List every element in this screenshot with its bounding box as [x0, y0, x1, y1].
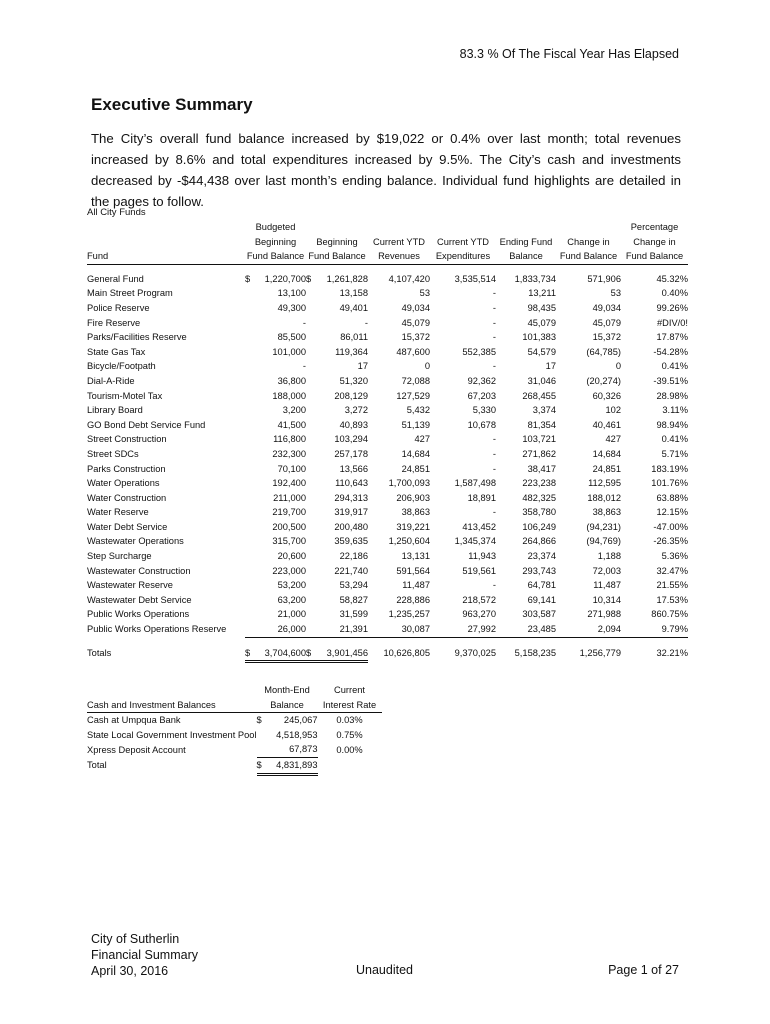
fund-row — [87, 549, 688, 564]
fund-name: Bicycle/Footpath — [87, 361, 156, 372]
fund-revenues: 206,903 — [396, 492, 430, 503]
totals-budgeted-value: 3,704,600 — [264, 647, 306, 658]
fund-pct: 101.76% — [651, 478, 688, 489]
fund-revenues: 427 — [414, 434, 430, 445]
fund-ending: 69,141 — [527, 594, 556, 605]
fund-expenditures: - — [492, 507, 496, 518]
fund-revenues: 14,684 — [401, 448, 430, 459]
fund-revenues: 1,700,093 — [388, 478, 430, 489]
fund-change: (64,785) — [586, 346, 621, 357]
fund-expenditures: 27,992 — [430, 622, 496, 637]
fund-expenditures: 519,561 — [462, 565, 496, 576]
fund-beginning: 294,313 — [334, 492, 368, 503]
fund-name: State Gas Tax — [87, 346, 146, 357]
page-title: Executive Summary — [91, 95, 253, 114]
header-fund: Fund — [87, 249, 245, 264]
fund-name: Library Board — [87, 405, 143, 416]
fund-pct: 0.41% — [661, 361, 688, 372]
fund-beginning: 58,827 — [339, 594, 368, 605]
fund-pct: 32.47% — [656, 565, 688, 576]
fund-pct: -26.35% — [653, 536, 688, 547]
fund-name: Water Construction — [87, 492, 167, 503]
cash-balance — [257, 713, 318, 728]
header-rate-line2: Interest Rate — [318, 698, 382, 713]
header-month-end-line2: Balance — [257, 698, 318, 713]
fund-change: 188,012 — [587, 492, 621, 503]
fund-expenditures: 218,572 — [462, 594, 496, 605]
fund-revenues: 15,372 — [401, 332, 430, 343]
fund-pct: 99.26% — [656, 302, 688, 313]
fund-change: 45,079 — [592, 317, 621, 328]
header-budgeted-line3: Fund Balance — [245, 249, 306, 264]
header-ending-line1: Ending Fund — [499, 236, 553, 247]
fund-row — [87, 330, 688, 345]
header-change-line1: Change in — [567, 236, 610, 247]
fund-pct: 12.15% — [656, 507, 688, 518]
totals-row — [87, 646, 688, 662]
fund-expenditures: - — [492, 434, 496, 445]
footer-status: Unaudited — [356, 963, 413, 977]
fund-ending: 103,721 — [522, 434, 556, 445]
fund-budgeted: 232,300 — [272, 448, 306, 459]
fund-ending: 17 — [545, 361, 556, 372]
fund-beginning: 40,893 — [339, 419, 368, 430]
fund-ending: 81,354 — [527, 419, 556, 430]
fund-budgeted: 36,800 — [277, 375, 306, 386]
fund-beginning-value: 1,261,828 — [326, 273, 368, 284]
fund-name: Tourism-Motel Tax — [87, 390, 163, 401]
fund-name: Public Works Operations Reserve — [87, 624, 227, 635]
fund-expenditures: 10,678 — [467, 419, 496, 430]
fund-change: (20,274) — [586, 375, 621, 386]
header-pct-line2: Change in — [633, 236, 676, 247]
fund-name: Street SDCs — [87, 448, 139, 459]
fund-ending: 223,238 — [522, 478, 556, 489]
fund-revenues: 0 — [424, 361, 430, 372]
fund-row — [87, 462, 688, 477]
fund-expenditures: 413,452 — [462, 521, 496, 532]
fund-ending: 358,780 — [522, 507, 556, 518]
fund-row — [87, 389, 688, 404]
fund-ending: 38,417 — [527, 463, 556, 474]
fund-ending: 31,046 — [527, 375, 556, 386]
fund-budgeted: 13,100 — [277, 288, 306, 299]
fund-change: 10,314 — [592, 594, 621, 605]
fund-revenues: 13,131 — [401, 551, 430, 562]
fund-beginning: 200,480 — [334, 521, 368, 532]
fund-ending: 23,374 — [527, 551, 556, 562]
fund-row — [87, 564, 688, 579]
fund-change: 271,988 — [587, 609, 621, 620]
fund-ending: 293,743 — [522, 565, 556, 576]
fund-pct: -54.28% — [653, 346, 688, 357]
fund-revenues: 127,529 — [396, 390, 430, 401]
header-beginning-line2: Fund Balance — [306, 249, 368, 264]
header-revenues-line2: Revenues — [368, 249, 430, 264]
fund-change: 14,684 — [592, 448, 621, 459]
fund-row — [87, 593, 688, 608]
fund-beginning: - — [364, 317, 368, 328]
fund-expenditures: - — [492, 361, 496, 372]
fund-row — [87, 374, 688, 389]
fund-ending: 264,866 — [522, 536, 556, 547]
cash-row — [87, 713, 382, 728]
fund-pct: 21.55% — [656, 580, 688, 591]
fund-name: Wastewater Operations — [87, 536, 184, 547]
fund-pct: -47.00% — [653, 521, 688, 532]
totals-beginning — [306, 646, 368, 662]
fund-beginning: 110,643 — [335, 478, 368, 489]
fund-beginning: 319,917 — [334, 507, 368, 518]
fund-budgeted: - — [302, 317, 306, 328]
fund-row — [87, 534, 688, 549]
fund-name: Water Debt Service — [87, 521, 168, 532]
fund-change: 427 — [605, 434, 621, 445]
fund-budgeted: 3,200 — [282, 405, 306, 416]
fund-row — [87, 432, 688, 447]
footer-date: April 30, 2016 — [91, 964, 169, 978]
cash-balance-value: 245,067 — [283, 715, 318, 726]
fund-revenues: 53 — [419, 288, 430, 299]
fund-expenditures: 92,362 — [467, 375, 496, 386]
fund-revenues: 72,088 — [401, 375, 430, 386]
fund-change: 15,372 — [592, 332, 621, 343]
fund-row — [87, 622, 688, 637]
totals-ending: 5,158,235 — [514, 648, 556, 659]
fund-row — [87, 491, 688, 506]
fund-budgeted: 101,000 — [272, 346, 306, 357]
fund-expenditures: - — [492, 463, 496, 474]
header-cash-label: Cash and Investment Balances — [87, 698, 257, 713]
header-change-line2: Fund Balance — [556, 249, 621, 264]
fund-name: Wastewater Construction — [87, 565, 191, 576]
fund-pct: 0.41% — [661, 434, 688, 445]
header-month-end-line1: Month-End — [264, 685, 310, 695]
fund-change: 24,851 — [592, 463, 621, 474]
totals-pct: 32.21% — [656, 648, 688, 659]
fund-row — [87, 286, 688, 301]
footer-org: City of Sutherlin — [91, 932, 180, 946]
fund-change: 112,595 — [588, 478, 621, 489]
currency-symbol: $ — [245, 647, 251, 658]
fund-ending: 45,079 — [527, 317, 556, 328]
fund-change: 38,863 — [592, 507, 621, 518]
fund-row — [87, 345, 688, 360]
fund-ending: 64,781 — [527, 580, 556, 591]
header-pct-line3: Fund Balance — [621, 249, 688, 264]
fund-budgeted: 70,100 — [277, 463, 306, 474]
fund-row — [87, 505, 688, 520]
fund-budgeted: 85,500 — [277, 332, 306, 343]
fund-change: 72,003 — [592, 565, 621, 576]
fund-row — [87, 578, 688, 593]
cash-rate: 0.00% — [336, 744, 363, 755]
fund-beginning: 31,599 — [339, 609, 368, 620]
fund-beginning: 86,011 — [340, 332, 368, 343]
fund-budgeted: 200,500 — [272, 521, 306, 532]
fund-ending: 3,374 — [532, 405, 556, 416]
fund-expenditures: - — [492, 580, 496, 591]
totals-budgeted — [245, 646, 306, 662]
funds-table — [87, 220, 688, 663]
fund-pct: 5.36% — [661, 551, 688, 562]
header-beginning-line1: Beginning — [316, 236, 358, 247]
fund-name: General Fund — [87, 273, 144, 284]
fund-pct: 3.11% — [662, 405, 688, 416]
fund-ending: 101,383 — [522, 332, 556, 343]
fund-expenditures: - — [492, 288, 496, 299]
fund-ending: 482,325 — [522, 492, 556, 503]
fund-pct: 17.87% — [656, 332, 688, 343]
fund-budgeted: 223,000 — [272, 565, 306, 576]
cash-total-balance — [257, 757, 318, 774]
fund-beginning: 51,320 — [339, 375, 368, 386]
fund-row — [87, 359, 688, 374]
fund-pct: #DIV/0! — [656, 317, 688, 328]
totals-revenues: 10,626,805 — [383, 648, 430, 659]
fund-expenditures: 3,535,514 — [454, 273, 496, 284]
fund-expenditures: 1,345,374 — [454, 536, 496, 547]
fund-name: Fire Reserve — [87, 317, 141, 328]
fund-revenues: 45,079 — [401, 317, 430, 328]
fund-ending: 98,435 — [527, 302, 556, 313]
fund-change: 11,487 — [593, 580, 621, 591]
fund-name: Main Street Program — [87, 288, 173, 299]
fund-change: 53 — [610, 288, 621, 299]
fund-pct: 0.40% — [661, 288, 688, 299]
summary-paragraph: The City’s overall fund balance increased by $19,022 or 0.4% over last month; total revenues increased by 8.6% and total expenditures increased by 9.5%. The City’s cash and investments decreased by -$44,438 over last month’s ending balance. Individual fund highlights are detailed in the pages to follow. — [91, 131, 681, 209]
fund-ending: 106,249 — [522, 521, 556, 532]
fund-ending: 303,587 — [522, 609, 556, 620]
fund-budgeted: 116,800 — [273, 434, 306, 445]
fund-revenues: 38,863 — [401, 507, 430, 518]
fund-beginning: 53,294 — [339, 580, 368, 591]
fund-budgeted: - — [302, 361, 306, 372]
fund-revenues: 49,034 — [401, 302, 430, 313]
fund-beginning: 3,272 — [344, 405, 368, 416]
fund-beginning: 13,158 — [339, 288, 368, 299]
fund-change: 1,188 — [597, 551, 621, 562]
fund-budgeted: 315,700 — [272, 536, 306, 547]
totals-change: 1,256,779 — [579, 648, 621, 659]
fund-name: Parks/Facilities Reserve — [87, 332, 187, 343]
fund-expenditures: - — [492, 332, 496, 343]
fund-row — [87, 607, 688, 622]
fund-beginning: 21,391 — [306, 622, 368, 637]
fund-beginning: 257,178 — [334, 448, 368, 459]
fund-name: Water Operations — [87, 478, 160, 489]
fund-revenues: 1,250,604 — [388, 536, 430, 547]
fund-budgeted — [245, 272, 306, 287]
fund-pct: 63.88% — [656, 492, 688, 503]
fiscal-year-note: 83.3 % Of The Fiscal Year Has Elapsed — [459, 47, 679, 61]
fund-change: 40,461 — [592, 419, 621, 430]
fund-revenues: 4,107,420 — [388, 273, 430, 284]
fund-beginning: 103,294 — [334, 434, 368, 445]
header-ending-line2: Balance — [496, 249, 556, 264]
fund-revenues: 51,139 — [401, 419, 430, 430]
fund-beginning: 359,635 — [334, 536, 368, 547]
fund-expenditures: - — [492, 317, 496, 328]
fund-revenues: 11,487 — [402, 580, 430, 591]
fund-row — [87, 520, 688, 535]
fund-change: (94,769) — [586, 536, 621, 547]
fund-name: Wastewater Debt Service — [87, 594, 192, 605]
cash-balance: 4,518,953 — [276, 729, 318, 740]
currency-symbol: $ — [256, 759, 262, 770]
footer-org-block — [91, 931, 198, 979]
fund-expenditures: 18,891 — [467, 492, 496, 503]
currency-symbol: $ — [256, 715, 262, 726]
cash-label: Cash at Umpqua Bank — [87, 715, 181, 726]
fund-name: Parks Construction — [87, 463, 166, 474]
fund-beginning: 208,129 — [334, 390, 368, 401]
fund-revenues: 591,564 — [396, 565, 430, 576]
cash-total-row — [87, 757, 382, 774]
fund-revenues: 228,886 — [396, 594, 430, 605]
fund-row — [87, 418, 688, 433]
fund-beginning: 13,566 — [339, 463, 368, 474]
fund-beginning: 22,186 — [339, 551, 368, 562]
fund-change: (94,231) — [586, 521, 621, 532]
header-budgeted-line1: Budgeted — [255, 222, 296, 232]
fund-name: Step Surcharge — [87, 551, 152, 562]
fund-budgeted: 219,700 — [272, 507, 306, 518]
fund-budgeted: 192,400 — [272, 478, 306, 489]
fund-row — [87, 447, 688, 462]
fund-name: GO Bond Debt Service Fund — [87, 419, 206, 430]
fund-revenues: 5,432 — [406, 405, 430, 416]
header-expenditures-line2: Expenditures — [430, 249, 496, 264]
fund-name: Police Reserve — [87, 302, 150, 313]
cash-rate: 0.03% — [336, 715, 363, 726]
fund-pct: 17.53% — [656, 594, 688, 605]
fund-budgeted: 49,300 — [277, 302, 306, 313]
cash-rate: 0.75% — [336, 729, 363, 740]
fund-pct: 860.75% — [651, 609, 688, 620]
fund-row — [87, 403, 688, 418]
funds-section-label: All City Funds — [87, 207, 146, 218]
cash-table — [87, 683, 382, 776]
fund-expenditures: 5,330 — [472, 405, 496, 416]
fund-budgeted: 26,000 — [245, 622, 306, 637]
fund-change: 49,034 — [592, 302, 621, 313]
fund-expenditures: 67,203 — [467, 390, 496, 401]
header-pct-line1: Percentage — [630, 222, 679, 232]
header-revenues-line1: Current YTD — [372, 236, 425, 247]
fund-change: 571,906 — [587, 273, 621, 284]
fund-budgeted: 188,000 — [272, 390, 306, 401]
header-rate-line1: Current — [334, 685, 366, 695]
footer-page-number: Page 1 of 27 — [608, 963, 679, 977]
fund-ending: 268,455 — [522, 390, 556, 401]
currency-symbol: $ — [306, 647, 312, 658]
footer-report: Financial Summary — [91, 948, 198, 962]
fund-beginning: 221,740 — [334, 565, 368, 576]
fund-budgeted: 20,600 — [277, 551, 306, 562]
fund-pct: 98.94% — [656, 419, 688, 430]
fund-change: 60,326 — [592, 390, 621, 401]
fund-beginning: 119,364 — [335, 346, 368, 357]
fund-pct: 28.98% — [656, 390, 688, 401]
fund-ending: 13,211 — [528, 288, 556, 299]
fund-revenues: 319,221 — [396, 521, 430, 532]
fund-beginning: 17 — [357, 361, 368, 372]
fund-budgeted-value: 1,220,700 — [264, 273, 306, 284]
currency-symbol: $ — [306, 273, 312, 284]
fund-name: Water Reserve — [87, 507, 149, 518]
fund-change: 0 — [615, 361, 621, 372]
cash-row — [87, 728, 382, 743]
cash-balance: 67,873 — [257, 742, 318, 757]
fund-expenditures: - — [492, 302, 496, 313]
fund-change: 2,094 — [556, 622, 621, 637]
cash-label: State Local Government Investment Pool — [87, 729, 257, 740]
cash-total-label: Total — [87, 760, 107, 771]
fund-ending: 23,485 — [496, 622, 556, 637]
cash-label: Xpress Deposit Account — [87, 744, 186, 755]
fund-name: Public Works Operations — [87, 609, 190, 620]
fund-pct: 45.32% — [656, 273, 688, 284]
fund-beginning: 49,401 — [339, 302, 368, 313]
fund-name: Street Construction — [87, 434, 167, 445]
fund-change: 102 — [605, 405, 621, 416]
currency-symbol: $ — [245, 273, 251, 284]
fund-expenditures: 963,270 — [462, 609, 496, 620]
fund-pct: 9.79% — [621, 622, 688, 637]
fund-beginning — [306, 272, 368, 287]
cash-row — [87, 742, 382, 757]
totals-expenditures: 9,370,025 — [454, 648, 496, 659]
totals-beginning-value: 3,901,456 — [326, 647, 368, 658]
fund-pct: 5.71% — [661, 448, 688, 459]
fund-expenditures: 11,943 — [468, 551, 496, 562]
cash-total-value: 4,831,893 — [276, 759, 318, 770]
fund-budgeted: 41,500 — [277, 419, 306, 430]
fund-ending: 54,579 — [527, 346, 556, 357]
header-budgeted-line2: Beginning — [254, 236, 297, 247]
totals-label: Totals — [87, 648, 112, 659]
fund-revenues: 1,235,257 — [388, 609, 430, 620]
fund-row — [87, 316, 688, 331]
fund-row — [87, 272, 688, 287]
fund-ending: 1,833,734 — [514, 273, 556, 284]
fund-name: Dial-A-Ride — [87, 375, 135, 386]
fund-revenues: 30,087 — [368, 622, 430, 637]
fund-row — [87, 301, 688, 316]
fund-pct: -39.51% — [653, 375, 688, 386]
fund-row — [87, 476, 688, 491]
fund-name: Wastewater Reserve — [87, 580, 173, 591]
header-expenditures-line1: Current YTD — [436, 236, 489, 247]
fund-budgeted: 21,000 — [277, 609, 306, 620]
fund-revenues: 487,600 — [396, 346, 430, 357]
fund-expenditures: - — [492, 448, 496, 459]
fund-budgeted: 211,000 — [273, 492, 306, 503]
fund-budgeted: 63,200 — [277, 594, 306, 605]
fund-expenditures: 1,587,498 — [454, 478, 496, 489]
fund-expenditures: 552,385 — [462, 346, 496, 357]
fund-budgeted: 53,200 — [277, 580, 306, 591]
fund-ending: 271,862 — [522, 448, 556, 459]
fund-pct: 183.19% — [651, 463, 688, 474]
fund-revenues: 24,851 — [401, 463, 430, 474]
